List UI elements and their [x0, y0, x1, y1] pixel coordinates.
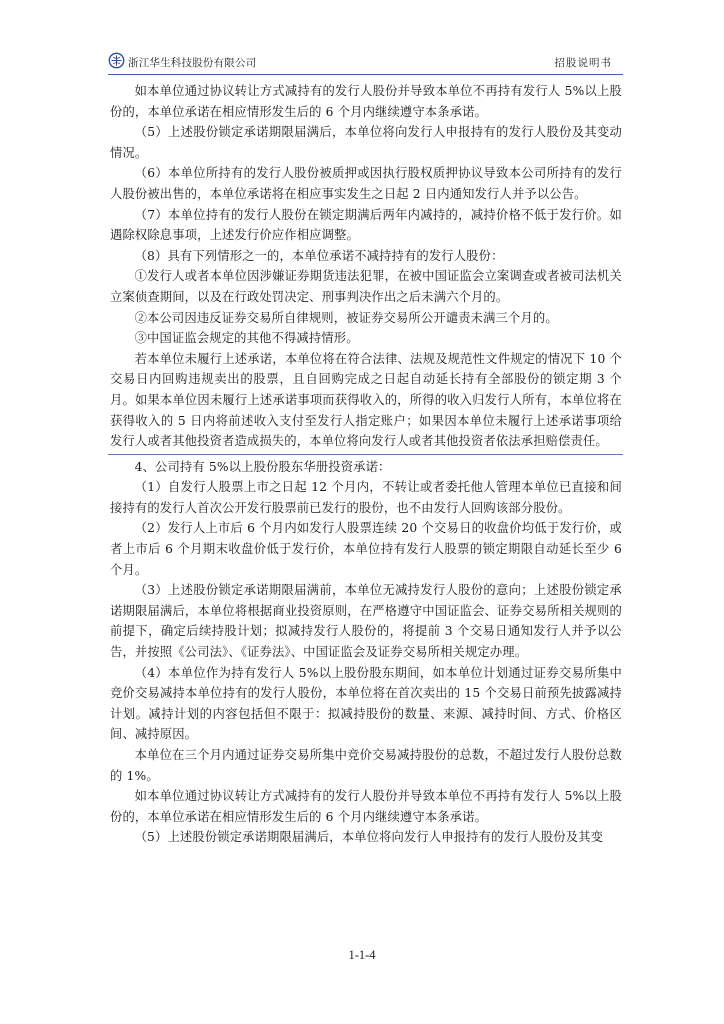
- paragraph: ①发行人或者本单位因涉嫌证券期货违法犯罪，在被中国证监会立案调查或者被司法机关立案侦查期间，以及在行政处罚决定、刑事判决作出之后未满六个月的。: [110, 269, 622, 304]
- section-heading: 4、公司持有 5%以上股份股东华册投资承诺：: [134, 459, 391, 474]
- commitment-section-1: [110, 81, 622, 452]
- paragraph: （7）本单位持有的发行人股份在锁定期满后两年内减持的，减持价格不低于发行价。如遇除权除息事项，上述发行价应作相应调整。: [110, 207, 622, 243]
- paragraph: 如本单位通过协议转让方式减持有的发行人股份并导致本单位不再持有发行人 5%以上股份的，本单位承诺在相应情形发生后的 6 个月内继续遵守本条承诺。: [110, 84, 622, 119]
- document-type: 招股说明书: [554, 57, 612, 69]
- paragraph: 如本单位通过协议转让方式减持有的发行人股份并导致本单位不再持有发行人 5%以上股份的，本单位承诺在相应情形发生后的 6 个月内继续遵守本条承诺。: [110, 789, 622, 824]
- page-header: [108, 50, 612, 72]
- section-divider: [108, 454, 623, 455]
- paragraph: 本单位在三个月内通过证券交易所集中竞价交易减持股份的总数，不超过发行人股份总数的 1%。: [110, 748, 622, 783]
- paragraph: （2）发行人上市后 6 个月内如发行人股票连续 20 个交易日的收盘价均低于发行价，或者上市后 6 个月期末收盘价低于发行价，本单位持有发行人股票的锁定期限自动延长至少 6 个月。: [110, 521, 622, 577]
- company-name: 浙江华生科技股份有限公司: [128, 57, 257, 69]
- paragraph: （6）本单位所持有的发行人股份被质押或因执行股权质押协议导致本公司所持有的发行人股份被出售的，本单位承诺将在相应事实发生之日起 2 日内通知发行人并予以公告。: [110, 166, 622, 201]
- header-rule: [108, 74, 623, 75]
- paragraph: （5）上述股份锁定承诺期限届满后，本单位将向发行人申报持有的发行人股份及其变动情况。: [110, 125, 622, 160]
- paragraph: （8）具有下列情形之一的，本单位承诺不减持持有的发行人股份：: [134, 248, 504, 263]
- paragraph: （3）上述股份锁定承诺期限届满前，本单位无减持发行人股份的意向；上述股份锁定承诺期限届满后，本单位将根据商业投资原则，在严格遵守中国证监会、证券交易所相关规则的前提下，确定后续持股计划；拟减持发行人股份的，将提前 3 个交易日通知发行人并予以公告，并按照《公司法》、《证券法》、中国证监会及证券交易所相关规定办理。: [110, 583, 622, 660]
- commitment-section-2: [110, 457, 622, 848]
- paragraph: ③中国证监会规定的其他不得减持情形。: [134, 331, 359, 346]
- page-number: 1-1-4: [348, 948, 376, 962]
- company-logo-icon: [108, 52, 125, 69]
- paragraph: （5）上述股份锁定承诺期限届满后，本单位将向发行人申报持有的发行人股份及其变: [134, 830, 604, 845]
- paragraph: ②本公司因违反证券交易所自律规则，被证券交易所公开谴责未满三个月的。: [134, 310, 558, 325]
- paragraph: 若本单位未履行上述承诺，本单位将在符合法律、法规及规范性文件规定的情况下 10 个交易日内回购违规卖出的股票，且自回购完成之日起自动延长持有全部股份的锁定期 3 个月。如果本单位因未履行上述承诺事项而获得收入的，所得的收入归发行人所有，本单位将在获得收入的 5 日内将前述收入支付至发行人指定账户；如果因本单位未履行上述承诺事项给发行人或者其他投资者造成损失的，本单位将向发行人或者其他投资者依法承担赔偿责任。: [110, 351, 622, 449]
- document-body: [110, 81, 622, 848]
- paragraph: （4）本单位作为持有发行人 5%以上股份股东期间，如本单位计划通过证券交易所集中竞价交易减持本单位持有的发行人股份，本单位将在首次卖出的 15 个交易日前预先披露减持计划。减持计划的内容包括但不限于：拟减持股份的数量、来源、减持时间、方式、价格区间、减持原因。: [110, 665, 622, 742]
- paragraph: （1）自发行人股票上市之日起 12 个月内，不转让或者委托他人管理本单位已直接和间接持有的发行人首次公开发行股票前已发行的股份，也不由发行人回购该部分股份。: [110, 480, 622, 515]
